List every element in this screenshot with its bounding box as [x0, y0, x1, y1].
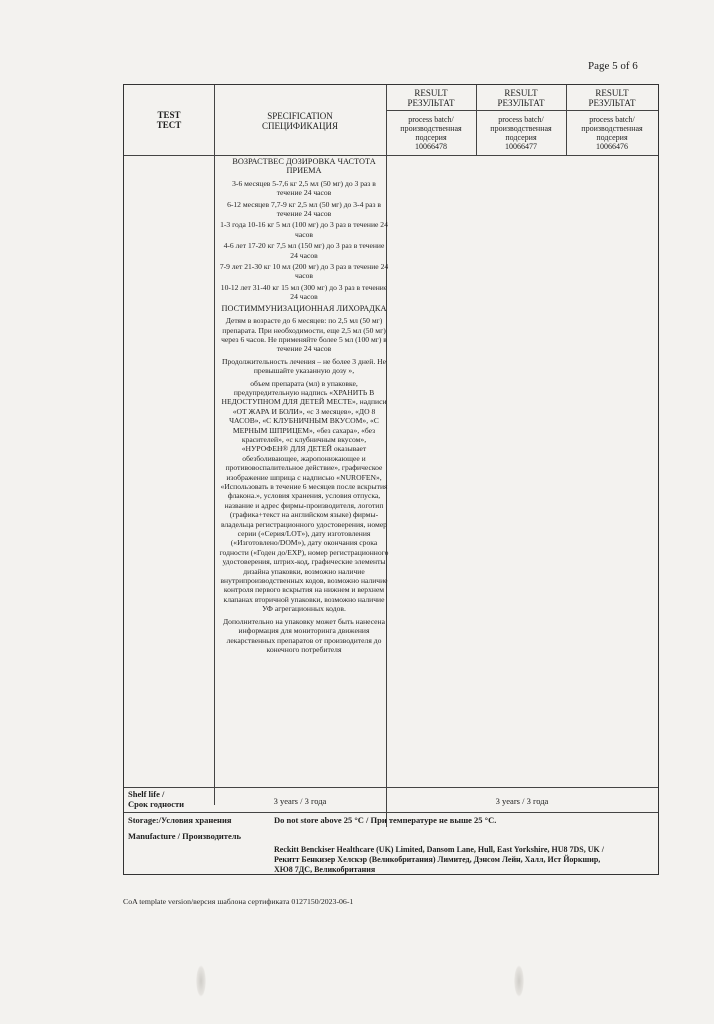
packaging-text: объем препарата (мл) в упаковке, предупредительную надпись «ХРАНИТЬ В НЕДОСТУПНОМ ДЛЯ ДЕТЕЙ МЕСТЕ», надписи «ОТ ЖАРА И БОЛИ», «с 3 месяцев», «ДО 8 ЧАСОВ», «С КЛУБНИЧНЫМ ВКУСОМ», «С МЕРНЫМ ШПРИЦЕМ», «без сахара», «без красителей», «с клубничным вкусом», «НУРОФЕН® ДЛЯ ДЕТЕЙ оказывает обезболивающее, жаропонижающее и противовоспалительное действие», графическое изображение шприца с надписью «NUROFEN», «Использовать в течение 6 месяцев после вскрытия флакона.», условия хранения, условия отпуска, название и адрес фирмы-производителя, логотип (графика+текст на английском языке) фирмы-владельца регистрационного удостоверения, номер серии («Серия/LOT»), дату изготовления («Изготовлено/DOM»), дату окончания срока годности («Годен до/EXP), номер регистрационного удостоверения, штрих-код, графические элементы дизайна упаковки, возможно наличие внутрипроизводственных кодов, возможно наличие контроля первого вскрытия на нижнем и верхнем клапанах вторичной упаковки, возможно наличие УФ агрегационных кодов. — [219, 378, 389, 614]
additional-text: Дополнительно на упаковку может быть нанесена информация для мониторинга движения лекарственных препаратов от производителя до конечного потребителя — [222, 616, 385, 654]
fever-text: Детям в возрасте до 6 месяцев: по 2,5 мл (50 мг) препарата. При необходимости, еще 2,5 мл (50 мг) через 6 часов. Не применяйте более 5 мл (100 мг) в течение 24 часов — [221, 316, 387, 354]
test-header: TEST ТЕСТ — [156, 110, 182, 130]
shelf-life-spec: 3 years / 3 года — [273, 796, 327, 806]
dosing-row: 1-3 года 10-16 кг 5 мл (100 мг) до 3 раз в течение 24 часов — [220, 220, 388, 239]
dosing-row: 10-12 лет 31-40 кг 15 мл (300 мг) до 3 раз в течение 24 часов — [220, 282, 388, 302]
result-header-1: RESULT РЕЗУЛЬТАТ — [407, 88, 455, 108]
fever-header: ПОСТИММУНИЗАЦИОННАЯ ЛИХОРАДКА — [221, 303, 387, 313]
manufacture-value: Reckitt Benckiser Healthcare (UK) Limited, Dansom Lane, Hull, East Yorkshire, HU8 7DS, UK / Рекитт Бенкизер Хелскэр (Великобритания) Лимитед, Дэнсом Лейн, Халл, Ист Йоркшир, ХЮ8 7ДС, Великобритания — [274, 845, 604, 874]
storage-label: Storage:/Условия хранения — [128, 815, 232, 825]
dosing-row: 4-6 лет 17-20 кг 7,5 мл (150 мг) до 3 раз в течение 24 часов — [223, 241, 385, 260]
dosing-row: 7-9 лет 21-30 кг 10 мл (200 мг) до 3 раз в течение 24 часов — [219, 262, 389, 281]
specification-text — [219, 155, 389, 657]
result-header-3: RESULT РЕЗУЛЬТАТ — [588, 88, 636, 108]
duration-text: Продолжительность лечения – не более 3 дней. Не превышайте указанную дозу », — [222, 356, 386, 376]
batch-cell-1: process batch/ производственная подсерия 10066478 — [400, 115, 462, 151]
page-number: Page 5 of 6 — [588, 60, 638, 72]
manufacture-label: Manufacture / Производитель — [128, 831, 241, 841]
dosing-row: 3-6 месяцев 5-7,6 кг 2,5 мл (50 мг) до 3 раз в течение 24 часов — [232, 178, 376, 198]
batch-cell-2: process batch/ производственная подсерия 10066477 — [490, 115, 552, 151]
batch-cell-3: process batch/ производственная подсерия 10066476 — [581, 115, 643, 151]
scan-artifact — [196, 965, 206, 997]
dosing-row: 6-12 месяцев 7,7-9 кг 2,5 мл (50 мг) до 3-4 раз в течение 24 часов — [227, 199, 381, 219]
result-header-2: RESULT РЕЗУЛЬТАТ — [497, 88, 545, 108]
template-version-footer: CoA template version/версия шаблона сертификата 0127150/2023-06-1 — [123, 897, 354, 906]
storage-value: Do not store above 25 °C / При температуре не выше 25 °C. — [274, 815, 497, 825]
scan-artifact — [514, 965, 524, 997]
certificate-table — [123, 84, 659, 875]
dosing-header: ВОЗРАСТВЕС ДОЗИРОВКА ЧАСТОТА ПРИЕМА — [232, 157, 376, 176]
shelf-life-result: 3 years / 3 года — [495, 796, 549, 806]
shelf-life-label: Shelf life / Срок годности — [128, 789, 185, 809]
spec-header: SPECIFICATION СПЕЦИФИКАЦИЯ — [261, 111, 339, 131]
